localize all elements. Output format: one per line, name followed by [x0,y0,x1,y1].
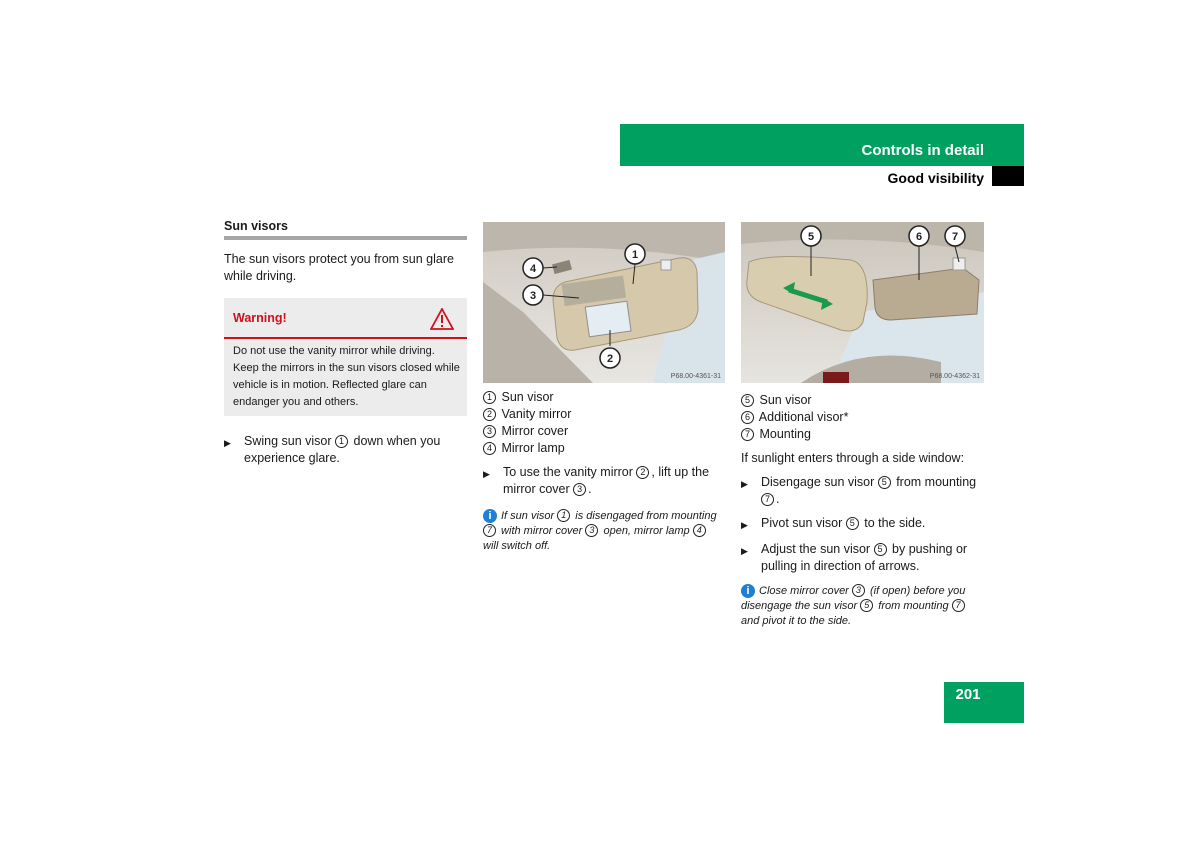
warning-heading: Warning! [233,311,287,325]
side-window-intro: If sunlight enters through a side window: [741,451,965,465]
figure-vanity-mirror [483,222,725,383]
callout-5-label: 5 [807,231,815,243]
callout-1-label: 1 [631,249,639,261]
step-item: ▶ Adjust the sun visor 5 by pushing or pulling in direction of arrows. [741,542,968,573]
callout-3-label: 3 [529,290,537,302]
page-number: 201 [955,686,981,703]
chapter-title: Controls in detail [861,142,984,159]
heading-sun-visors: Sun visors [224,219,288,233]
info-note-1: i If sun visor 1 is disengaged from mounting 7 with mirror cover 3 open, mirror lamp 4 will switch off. [483,510,717,552]
legend-item: 3 Mirror cover [483,423,726,440]
legend-item: 1 Sun visor [483,389,726,406]
figure-side-visor [741,222,984,383]
heading-rule [224,236,467,240]
legend-item: 7 Mounting [741,426,984,443]
steps-side-window [741,474,984,582]
bullet-arrow-icon: ▶ [741,520,748,530]
intro-text: The sun visors protect you from sun glare while driving. [224,252,454,283]
legend-item: 6 Additional visor* [741,409,984,426]
legend-item: 2 Vanity mirror [483,406,726,423]
callout-7-label: 7 [951,231,959,243]
bullet-arrow-icon: ▶ [224,438,231,448]
bullet-arrow-icon: ▶ [483,469,490,479]
warning-text: Do not use the vanity mirror while driving. Keep the mirrors in the sun visors closed while vehicle is in motion. Reflected glare can endanger you and others. [233,345,460,408]
figure-code: P68.00-4361-31 [670,373,721,380]
bullet-arrow-icon: ▶ [741,479,748,489]
section-marker [992,166,1024,186]
callout-2-label: 2 [606,353,614,365]
legend-item: 4 Mirror lamp [483,440,726,457]
legend-item: 5 Sun visor [741,392,984,409]
legend-figure1 [483,389,726,457]
bullet-arrow-icon: ▶ [741,546,748,556]
step-vanity-mirror: ▶ To use the vanity mirror 2 , lift up the mirror cover 3 . [483,465,710,496]
vanity-mirror-illustration [483,222,725,383]
info-icon: i [483,509,497,523]
figure-code: P68.00-4362-31 [929,373,980,380]
step-item: ▶ Disengage sun visor 5 from mounting 7 . [741,475,977,506]
callout-6-label: 6 [915,231,923,243]
warning-rule [224,337,467,339]
section-title: Good visibility [887,170,984,186]
callout-4-label: 4 [529,263,537,275]
info-note-2: i Close mirror cover 3 (if open) before you disengage the sun visor 5 from mounting 7 and pivot it to the side. [741,585,966,627]
legend-figure2 [741,392,984,443]
warning-triangle-icon [430,308,454,330]
step-swing-visor: ▶ Swing sun visor 1 down when you experience glare. [224,434,441,465]
info-icon: i [741,584,755,598]
side-visor-illustration [741,222,984,383]
step-item: ▶ Pivot sun visor 5 to the side. [741,515,984,534]
